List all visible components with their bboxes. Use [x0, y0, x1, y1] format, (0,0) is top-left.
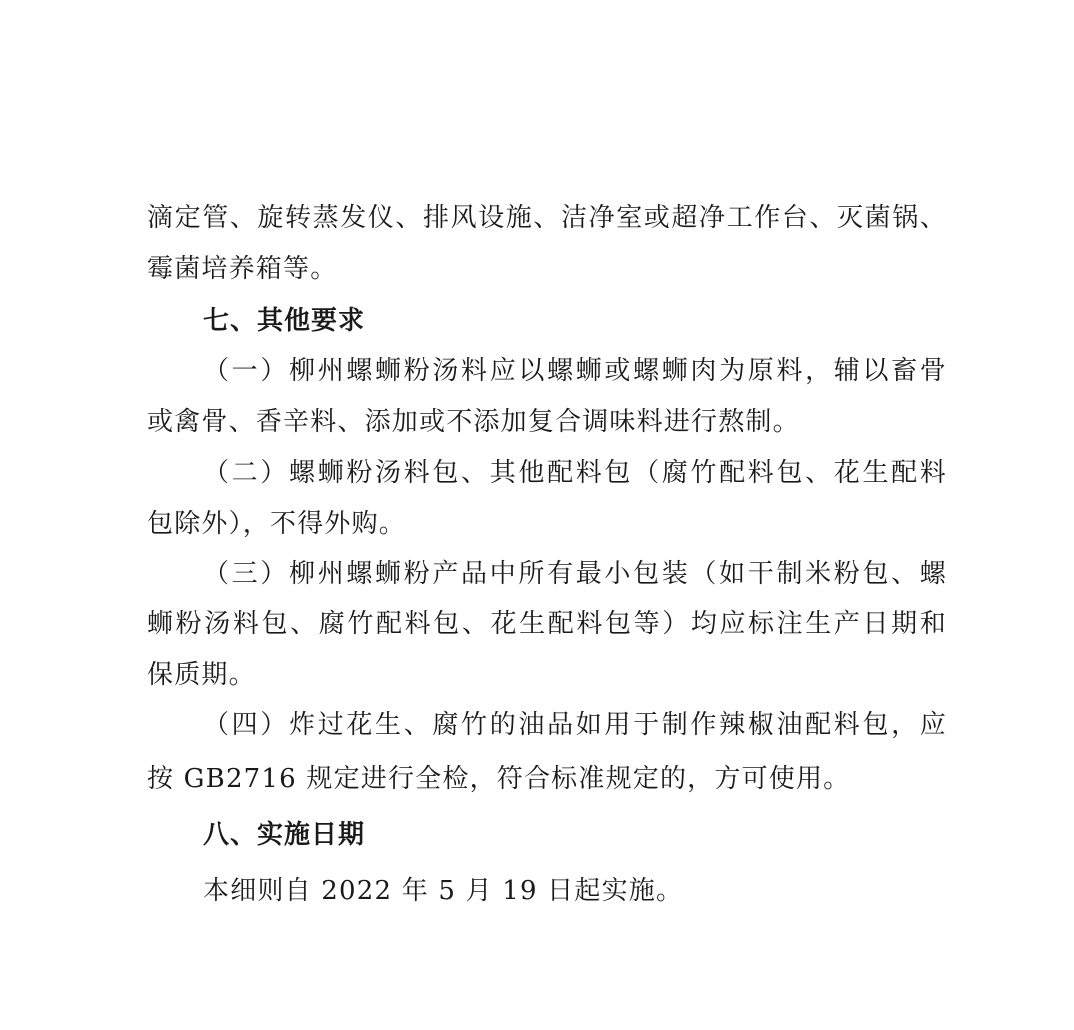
paragraph-line: 本细则自 2022 年 5 月 19 日起实施。: [203, 876, 684, 906]
section-heading: 八、实施日期: [203, 820, 366, 850]
paragraph-line: 或禽骨、香辛料、添加或不添加复合调味料进行熬制。: [147, 407, 800, 437]
paragraph-line: （四）炸过花生、腐竹的油品如用于制作辣椒油配料包，应: [203, 710, 947, 740]
paragraph-line: 霉菌培养箱等。: [147, 254, 338, 284]
paragraph-line: （二）螺蛳粉汤料包、其他配料包（腐竹配料包、花生配料: [203, 458, 947, 488]
paragraph-line: 滴定管、旋转蒸发仪、排风设施、洁净室或超净工作台、灭菌锅、: [147, 203, 947, 233]
paragraph-line: 包除外），不得外购。: [147, 509, 407, 539]
document-page: [147, 0, 947, 1030]
paragraph-line: 按 GB2716 规定进行全检，符合标准规定的，方可使用。: [147, 764, 851, 794]
paragraph-line: 蛳粉汤料包、腐竹配料包、花生配料包等）均应标注生产日期和: [147, 609, 947, 639]
paragraph-line: （一）柳州螺蛳粉汤料应以螺蛳或螺蛳肉为原料，辅以畜骨: [203, 356, 947, 386]
paragraph-line: （三）柳州螺蛳粉产品中所有最小包装（如干制米粉包、螺: [203, 559, 947, 589]
section-heading: 七、其他要求: [203, 306, 366, 336]
paragraph-line: 保质期。: [147, 660, 256, 690]
